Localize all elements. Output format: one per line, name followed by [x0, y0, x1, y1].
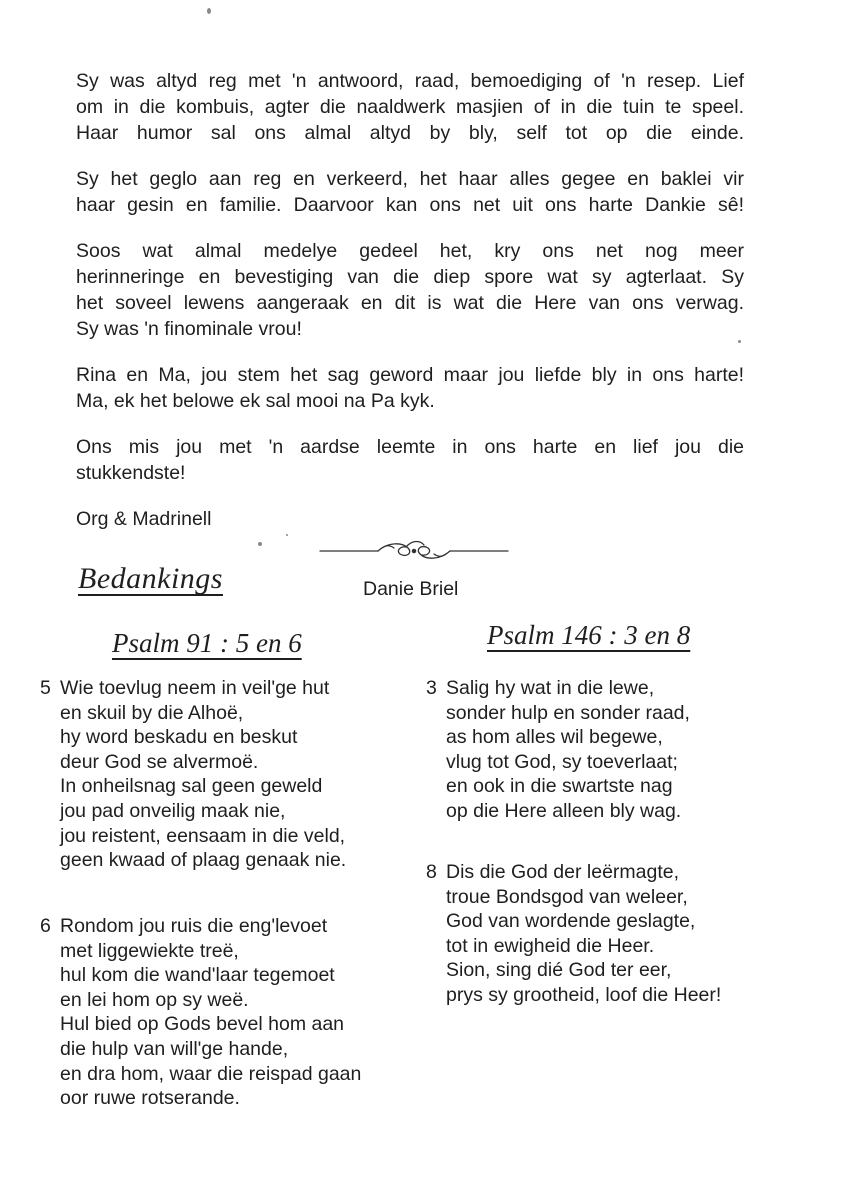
psalm-91-verse-6	[40, 914, 361, 1111]
verse-number: 3	[426, 677, 437, 699]
verse-line: geen kwaad of plaag genaak nie.	[60, 849, 347, 872]
letter-paragraph-1	[76, 68, 744, 146]
scan-speck	[738, 340, 741, 343]
author-name: Danie Briel	[363, 578, 459, 600]
letter-signature: Org & Madrinell	[76, 508, 212, 530]
verse-line: hul kom die wand'laar tegemoet	[60, 964, 335, 987]
verse-line: en lei hom op sy weë.	[60, 988, 249, 1011]
section-heading: Bedankings	[78, 562, 223, 595]
letter-paragraph-5	[76, 434, 744, 486]
scan-speck	[258, 542, 262, 546]
psalm-91-title: Psalm 91 : 5 en 6	[112, 628, 302, 658]
text-line: het soveel lewens aangeraak en dit is wat die Here van ons verwag.	[76, 292, 744, 314]
verse-line: en skuil by die Alhoë,	[60, 701, 244, 724]
verse-line: God van wordende geslagte,	[446, 910, 696, 933]
verse-line: op die Here alleen bly wag.	[446, 799, 682, 822]
letter-paragraph-2	[76, 166, 744, 218]
psalm-146-verse-3	[426, 676, 690, 824]
letter-paragraph-3	[76, 238, 744, 342]
verse-line: Hul bied op Gods bevel hom aan	[60, 1013, 345, 1036]
verse-line: met liggewiekte treë,	[60, 939, 239, 962]
psalm-146-title: Psalm 146 : 3 en 8	[487, 620, 691, 650]
verse-line: Dis die God der leërmagte,	[446, 861, 680, 883]
psalm-146-verse-8	[426, 860, 721, 1008]
scan-speck	[286, 534, 288, 536]
text-line: stukkendste!	[76, 462, 186, 484]
verse-line: en dra hom, waar die reispad gaan	[60, 1062, 362, 1085]
verse-line: deur God se alvermoë.	[60, 750, 259, 773]
verse-line: troue Bondsgod van weleer,	[446, 885, 688, 908]
verse-number: 8	[426, 861, 437, 883]
text-line: Sy was altyd reg met 'n antwoord, raad, bemoediging of 'n resep. Lief	[76, 70, 744, 92]
text-line: Haar humor sal ons almal altyd by bly, self tot op die einde.	[76, 122, 744, 144]
text-line: om in die kombuis, agter die naaldwerk masjien of in die tuin te speel.	[76, 96, 744, 118]
verse-line: sonder hulp en sonder raad,	[446, 701, 690, 724]
verse-line: vlug tot God, sy toeverlaat;	[446, 750, 678, 773]
text-line: herinneringe en bevestiging van die diep spore wat sy agterlaat. Sy	[76, 266, 744, 288]
verse-line: oor ruwe rotserande.	[60, 1087, 240, 1110]
verse-line: as hom alles wil begewe,	[446, 726, 663, 749]
verse-line: Sion, sing dié God ter eer,	[446, 959, 672, 982]
verse-line: jou reistent, eensaam in die veld,	[60, 824, 346, 847]
verse-line: hy word beskadu en beskut	[60, 726, 298, 749]
verse-line: tot in ewigheid die Heer.	[446, 934, 655, 957]
flourish-ornament-icon	[318, 536, 510, 564]
verse-line: en ook in die swartste nag	[446, 775, 673, 798]
text-line: Ons mis jou met 'n aardse leemte in ons harte en lief jou die	[76, 436, 744, 458]
verse-line: die hulp van will'ge hande,	[60, 1037, 289, 1060]
letter-paragraph-4	[76, 362, 744, 414]
text-line: Ma, ek het belowe ek sal mooi na Pa kyk.	[76, 390, 435, 412]
verse-line: Salig hy wat in die lewe,	[446, 677, 655, 699]
verse-number: 5	[40, 677, 51, 699]
verse-line: jou pad onveilig maak nie,	[60, 799, 286, 822]
verse-line: Rondom jou ruis die eng'levoet	[60, 915, 328, 937]
verse-number: 6	[40, 915, 51, 937]
text-line: Soos wat almal medelye gedeel het, kry ons net nog meer	[76, 240, 744, 262]
text-line: Rina en Ma, jou stem het sag geword maar jou liefde bly in ons harte!	[76, 364, 744, 386]
text-line: Sy het geglo aan reg en verkeerd, het haar alles gegee en baklei vir	[76, 168, 744, 190]
text-line: haar gesin en familie. Daarvoor kan ons net uit ons harte Dankie sê!	[76, 194, 744, 216]
text-line: Sy was 'n finominale vrou!	[76, 318, 302, 340]
scan-speck	[207, 8, 211, 14]
verse-line: prys sy grootheid, loof die Heer!	[446, 983, 722, 1006]
psalm-91-verse-5	[40, 676, 346, 873]
verse-line: Wie toevlug neem in veil'ge hut	[60, 677, 330, 699]
verse-line: In onheilsnag sal geen geweld	[60, 775, 323, 798]
